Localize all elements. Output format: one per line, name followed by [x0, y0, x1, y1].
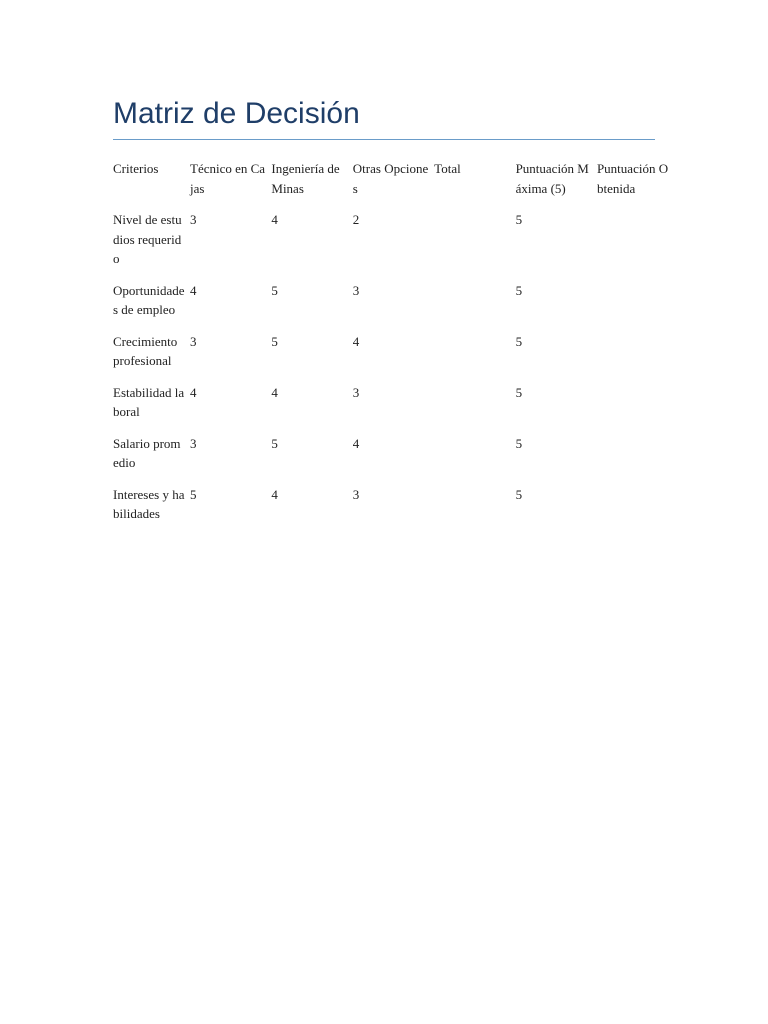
header-otras-opciones: Otras Opciones — [352, 161, 429, 196]
cell-maxima: 5 — [515, 384, 523, 400]
cell-obtenida — [597, 485, 678, 536]
cell-ingenieria: 4 — [271, 486, 278, 502]
cell-maxima: 5 — [515, 282, 523, 298]
cell-criterio: Oportunidades de empleo — [113, 282, 185, 317]
cell-ingenieria: 5 — [271, 435, 278, 451]
cell-tecnico: 3 — [190, 333, 197, 349]
cell-total — [434, 281, 515, 332]
title-underline — [113, 139, 655, 140]
table-row — [113, 485, 678, 536]
table-row — [113, 210, 678, 281]
cell-ingenieria: 4 — [271, 212, 278, 227]
cell-otras: 2 — [352, 212, 360, 227]
cell-obtenida — [597, 434, 678, 485]
cell-otras: 4 — [352, 333, 360, 349]
cell-tecnico: 3 — [190, 212, 197, 227]
header-puntuacion-maxima: Puntuación Máxima (5) — [515, 161, 589, 196]
cell-total — [434, 332, 515, 383]
cell-maxima: 5 — [515, 435, 523, 451]
cell-maxima: 5 — [515, 333, 523, 349]
cell-obtenida — [597, 210, 678, 281]
header-puntuacion-obtenida: Puntuación Obtenida — [596, 161, 669, 196]
cell-criterio: Estabilidad laboral — [113, 384, 185, 419]
cell-tecnico: 4 — [190, 384, 197, 400]
cell-obtenida — [597, 383, 678, 434]
cell-maxima: 5 — [515, 486, 523, 502]
cell-total — [434, 210, 515, 281]
cell-otras: 4 — [352, 435, 360, 451]
cell-total — [434, 383, 515, 434]
cell-total — [434, 434, 515, 485]
cell-criterio: Salario promedio — [113, 435, 181, 470]
cell-criterio: Intereses y habilidades — [113, 486, 185, 521]
cell-ingenieria: 5 — [271, 333, 278, 349]
cell-criterio: Crecimiento profesional — [113, 333, 178, 368]
document-title: Matriz de Decisión — [113, 97, 360, 130]
cell-otras: 3 — [352, 486, 360, 502]
cell-obtenida — [597, 332, 678, 383]
cell-maxima: 5 — [515, 212, 523, 227]
cell-total — [434, 485, 515, 536]
cell-obtenida — [597, 281, 678, 332]
cell-tecnico: 4 — [190, 282, 197, 298]
table-row — [113, 434, 678, 485]
table-row — [113, 383, 678, 434]
cell-criterio: Nivel de estudios requerido — [113, 212, 182, 266]
cell-otras: 3 — [352, 384, 360, 400]
decision-matrix-table — [113, 159, 678, 536]
table-row — [113, 332, 678, 383]
header-ingenieria-de-minas: Ingeniería de Minas — [271, 161, 340, 196]
cell-ingenieria: 5 — [271, 282, 278, 298]
header-tecnico-en-cajas: Técnico en Cajas — [190, 161, 266, 196]
cell-tecnico: 3 — [190, 435, 197, 451]
table-header-row — [113, 159, 678, 210]
header-criterios: Criterios — [113, 161, 159, 176]
cell-ingenieria: 4 — [271, 384, 278, 400]
cell-otras: 3 — [352, 282, 360, 298]
cell-tecnico: 5 — [190, 486, 197, 502]
table-row — [113, 281, 678, 332]
header-total: Total — [434, 161, 461, 176]
